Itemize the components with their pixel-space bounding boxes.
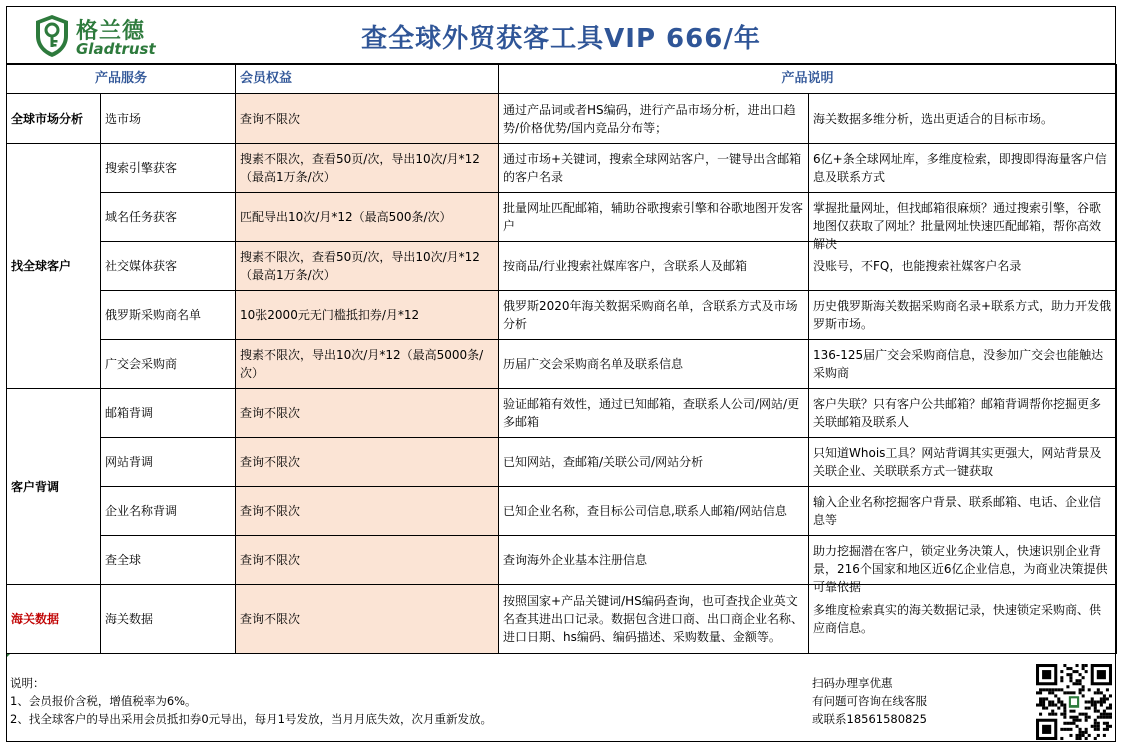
service-benefit: 10张2000元无门槛抵扣券/月*12: [236, 291, 499, 340]
category-market-analysis: 全球市场分析: [7, 94, 101, 144]
service-note-text: 助力挖掘潜在客户，锁定业务决策人，快速识别企业背景，216个国家和地区近6亿企业信息，为商业决策提供可靠依据: [813, 543, 1108, 594]
service-benefit-text: 搜素不限次，查看50页/次，导出10次/月*12（最高1万条/次）: [240, 152, 480, 184]
service-benefit: 查询不限次: [236, 585, 499, 654]
service-benefit: 查询不限次: [236, 438, 499, 487]
service-name: 查全球: [101, 536, 236, 585]
header-product-service: 产品服务: [7, 65, 236, 94]
service-benefit-text: 搜素不限次，查看50页/次，导出10次/月*12（最高1万条/次）: [240, 250, 480, 282]
service-name: 企业名称背调: [101, 487, 236, 536]
service-description: 按商品/行业搜索社媒库客户，含联系人及邮箱: [499, 242, 809, 291]
service-name: 广交会采购商: [101, 340, 236, 389]
contact-line-2: 有问题可咨询在线客服: [812, 694, 927, 708]
service-benefit: 查询不限次: [236, 389, 499, 438]
service-note-text: 历史俄罗斯海关数据采购商名录+联系方式，助力开发俄罗斯市场。: [813, 299, 1112, 331]
service-note-text: 136-125届广交会采购商信息，没参加广交会也能触达采购商: [813, 348, 1104, 380]
category-customs-data: 海关数据: [7, 585, 101, 654]
service-description-text: 验证邮箱有效性，通过已知邮箱，查联系人公司/网站/更多邮箱: [503, 397, 800, 429]
note-line-1: 1、会员报价含税，增值税率为6%。: [10, 694, 197, 708]
service-name: 选市场: [101, 94, 236, 144]
notes-title: 说明：: [10, 676, 45, 690]
contact-line-3: 或联系18561580825: [812, 712, 927, 726]
logo-text-cn: 格兰德: [76, 19, 146, 44]
service-name: 搜索引擎获客: [101, 144, 236, 193]
service-note-text: 海关数据多维分析，选出更适合的目标市场。: [813, 111, 1054, 126]
service-name: 海关数据: [101, 585, 236, 654]
service-name: 俄罗斯采购商名单: [101, 291, 236, 340]
service-description-text: 按照国家+产品关键词/HS编码查询，也可查找企业英文名查其进出口记录。数据包含进口商、出口商企业名称、进口日期、hs编码、编码描述、采购数量、金额等。: [503, 594, 804, 644]
service-description-text: 通过市场+关键词，搜索全球网站客户，一键导出含邮箱的客户名录: [503, 152, 802, 184]
service-benefit: 匹配导出10次/月*12（最高500条/次）: [236, 193, 499, 242]
page-title: 查全球外贸获客工具VIP 666/年: [361, 24, 761, 54]
logo-text-en: Gladtrust: [76, 40, 156, 58]
service-description: 查询海外企业基本注册信息: [499, 536, 809, 585]
service-note-text: 掌握批量网址，但找邮箱很麻烦？通过搜索引擎，谷歌地图仅获取了网址？批量网址快速匹配邮箱，帮你高效解决: [813, 200, 1102, 251]
category-customer-background: 客户背调: [7, 389, 101, 585]
service-description: 历届广交会采购商名单及联系信息: [499, 340, 809, 389]
service-note-text: 6亿+条全球网址库，多维度检索，即搜即得海量客户信息及联系方式: [813, 152, 1107, 184]
contact-line-1: 扫码办理享优惠: [812, 676, 893, 690]
service-description-text: 批量网址匹配邮箱，辅助谷歌搜索引擎和谷歌地图开发客户: [503, 201, 804, 233]
service-note-text: 输入企业名称挖掘客户背景、联系邮箱、电话、企业信息等: [813, 495, 1102, 527]
header-product-description: 产品说明: [499, 65, 1117, 94]
service-benefit: 查询不限次: [236, 536, 499, 585]
service-name: 邮箱背调: [101, 389, 236, 438]
service-description-text: 已知企业名称，查目标公司信息,联系人邮箱/网站信息: [503, 504, 787, 518]
service-note-text: 只知道Whois工具？网站背调其实更强大，网站背景及关联企业、关联联系方式一键获取: [813, 446, 1102, 478]
service-description: 已知网站，查邮箱/关联公司/网站分析: [499, 438, 809, 487]
sheet-border: [6, 6, 1116, 742]
service-name: 社交媒体获客: [101, 242, 236, 291]
service-note: 没账号，不FQ，也能搜索社媒客户名录: [809, 242, 1117, 291]
service-name: 网站背调: [101, 438, 236, 487]
service-note-text: 多维度检索真实的海关数据记录，快速锁定采购商、供应商信息。: [813, 603, 1102, 635]
service-description-text: 通过产品词或者HS编码，进行产品市场分析，进出口趋势/价格优势/国内竞品分布等；: [503, 102, 796, 135]
note-line-2: 2、找全球客户的导出采用会员抵扣券0元导出，每月1号发放，当月月底失效，次月重新发放。: [10, 712, 492, 726]
service-description-text: 俄罗斯2020年海关数据采购商名单，含联系方式及市场分析: [503, 299, 798, 331]
service-note-text: 客户失联？只有客户公共邮箱？邮箱背调帮你挖掘更多关联邮箱及联系人: [813, 397, 1102, 429]
header-member-benefit: 会员权益: [236, 65, 499, 94]
service-benefit-text: 搜素不限次，导出10次/月*12（最高5000条/次）: [240, 348, 484, 380]
service-benefit: 查询不限次: [236, 94, 499, 144]
category-find-customers: 找全球客户: [7, 144, 101, 389]
service-name: 域名任务获客: [101, 193, 236, 242]
service-benefit: 查询不限次: [236, 487, 499, 536]
